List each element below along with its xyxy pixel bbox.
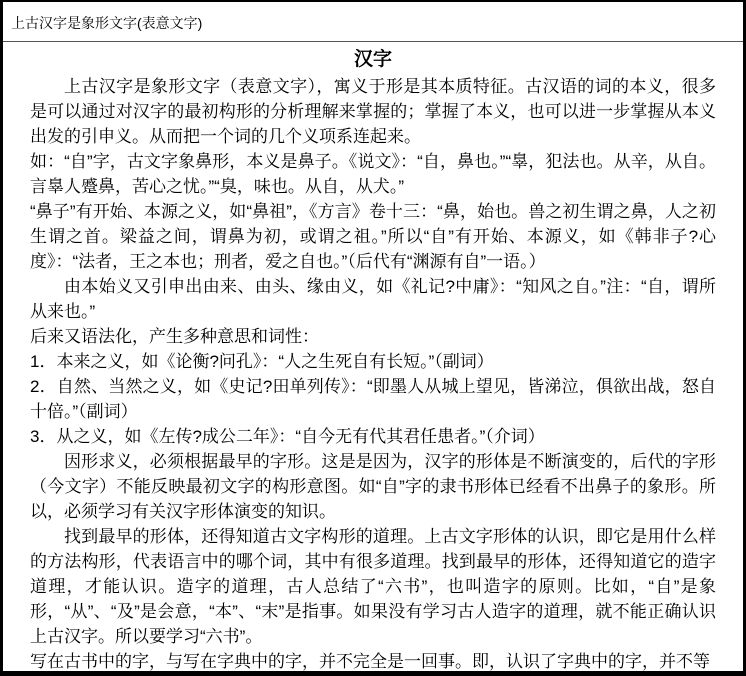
document-content bbox=[3, 42, 743, 671]
paragraph: 如：“自”字，古文字象鼻形，本义是鼻子。《说文》：“自，鼻也。”“辠，犯法也。从辛，从自。言辠人蹙鼻，苦心之忧。”“臭，味也。从自，从犬。” bbox=[30, 152, 716, 196]
paragraph: 因形求义，必须根据最早的字形。这是是因为，汉字的形体是不断演变的，后代的字形（今文字）不能反映最初文字的构形意图。如“自”字的隶书形体已经看不出鼻子的象形。所以，必须学习有关汉字形体演变的知识。 bbox=[30, 452, 716, 521]
paragraph: 1．本来之义，如《论衡?问孔》：“人之生死自有长短。”（副词） bbox=[30, 352, 494, 371]
paragraph: 写在古书中的字，与写在字典中的字，并不完全是一回事。即，认识了字典中的字，并不等 bbox=[30, 652, 710, 671]
document-page bbox=[3, 2, 743, 671]
paragraph: 后来又语法化，产生多种意思和词性： bbox=[30, 327, 319, 346]
window-title-bar bbox=[3, 2, 743, 42]
paragraph: 3．从之义，如《左传?成公二年》：“自今无有代其君任患者。”（介词） bbox=[30, 427, 545, 446]
document-body bbox=[30, 74, 716, 671]
paragraph: 找到最早的形体，还得知道古文字构形的道理。上古文字形体的认识，即它是用什么样的方法构形，代表语言中的哪个词，其中有很多道理。找到最早的形体，还得知道它的造字道理，才能认识。造字的道理，古人总结了“六书”，也叫造字的原则。比如，“自”是象形，“从”、“及”是会意，“本”、“末”是指事。如果没有学习古人造字的道理，就不能正确认识上古汉字。所以要学习“六书”。 bbox=[30, 527, 716, 646]
paragraph: 上古汉字是象形文字（表意文字），寓义于形是其本质特征。古汉语的词的本义，很多是可以通过对汉字的最初构形的分析理解来掌握的；掌握了本义，也可以进一步掌握从本义出发的引申义。从而把一个词的几个义项系连起来。 bbox=[30, 77, 716, 146]
page-title: 汉字 bbox=[353, 49, 392, 70]
paragraph: 2．自然、当然之义，如《史记?田单列传》：“即墨人从城上望见，皆涕泣，俱欲出战，怒自十倍。”（副词） bbox=[30, 377, 716, 421]
window-title: 上古汉字是象形文字(表意文字) bbox=[11, 15, 203, 31]
paragraph: 由本始义又引申出由来、由头、缘由义，如《礼记?中庸》：“知风之自。”注：“自，谓所从来也。” bbox=[30, 277, 716, 321]
paragraph: “鼻子”有开始、本源之义，如“鼻祖”，《方言》卷十三：“鼻，始也。兽之初生谓之鼻，人之初生谓之首。梁益之间，谓鼻为初，或谓之祖。”所以“自”有开始、本源义，如《韩非子?心度》：“法者，王之本也；刑者，爱之自也。”（后代有“渊源有自”一语。） bbox=[30, 202, 716, 271]
